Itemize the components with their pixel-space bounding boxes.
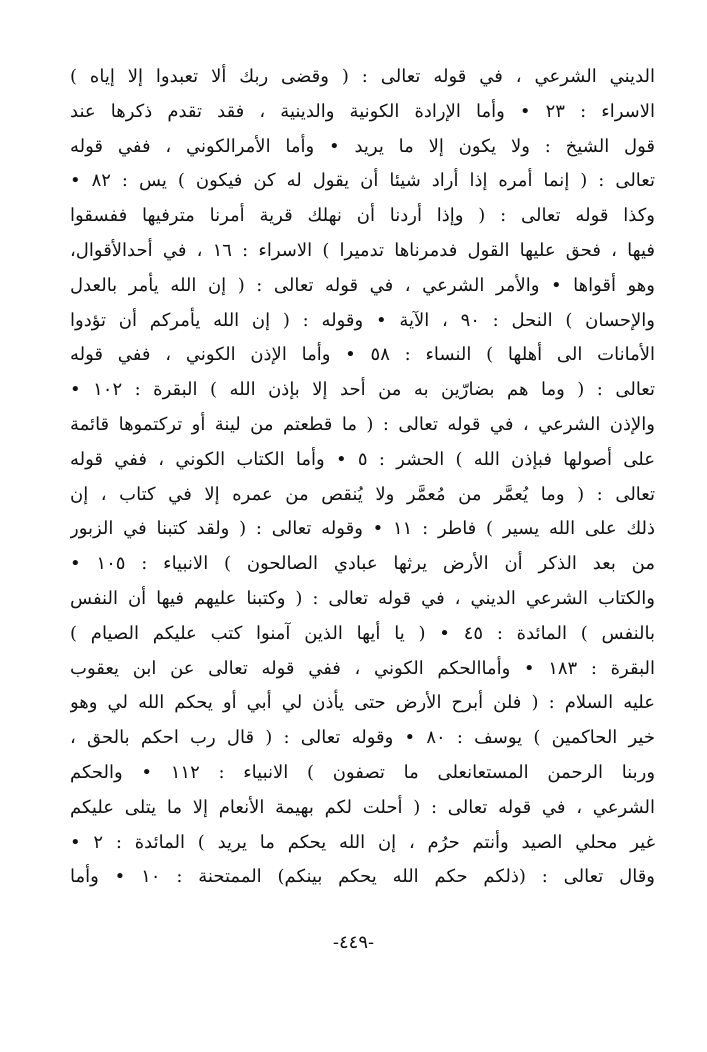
text-line: عليه السلام : ( فلن أبرح الأرض حتى يأذن لي أبي أو يحكم الله لي وهو xyxy=(70,692,655,714)
text-line: وهو أقواها • والأمر الشرعي ، في قوله تعالى : ( إن الله يأمر بالعدل xyxy=(70,274,655,296)
text-line: فيها ، فحق عليها القول فدمرناها تدميرا ) الاسراء : ١٦ ، في أحدالأقوال، xyxy=(70,239,655,261)
text-line: والإحسان ) النحل : ٩٠ ، الآية • وقوله : ( إن الله يأمركم أن تؤدوا xyxy=(70,309,655,331)
text-line: تعالى : ( وما يُعمَّر من مُعمَّر ولا يُنقص من عمره إلا في كتاب ، إن xyxy=(70,483,655,505)
text-line: الاسراء : ٢٣ • وأما الإرادة الكونية والدينية ، فقد تقدم ذكرها عند xyxy=(70,100,655,122)
text-line: تعالى : ( وما هم بضارّين به من أحد إلا بإذن الله ) البقرة : ١٠٢ • xyxy=(70,379,655,401)
text-line: البقرة : ١٨٣ • وأماالحكم الكوني ، ففي قوله تعالى عن ابن يعقوب xyxy=(70,657,655,679)
text-line: خير الحاكمين ) يوسف : ٨٠ • وقوله تعالى : ( قال رب احكم بالحق ، xyxy=(70,727,655,749)
text-line: وربنا الرحمن المستعانعلى ما تصفون ) الانبياء : ١١٢ • والحكم xyxy=(70,761,655,783)
text-line: غير محلي الصيد وأنتم حرُم ، إن الله يحكم ما يريد ) المائدة : ٢ • xyxy=(70,831,655,853)
text-line: الأمانات الى أهلها ) النساء : ٥٨ • وأما الإذن الكوني ، ففي قوله xyxy=(70,344,655,366)
text-line: وقال تعالى : (ذلكم حكم الله يحكم بينكم) الممتحنة : ١٠ • وأما xyxy=(70,866,655,888)
text-line: الشرعي ، في قوله تعالى : ( أحلت لكم بهيمة الأنعام إلا ما يتلى عليكم xyxy=(70,796,655,818)
text-line: تعالى : ( إنما أمره إذا أراد شيئا أن يقول له كن فيكون ) يس : ٨٢ • xyxy=(70,170,655,192)
text-line: ذلك على الله يسير ) فاطر : ١١ • وقوله تعالى : ( ولقد كتبنا في الزبور xyxy=(70,518,655,540)
text-line: على أصولها فبإذن الله ) الحشر : ٥ • وأما الكتاب الكوني ، ففي قوله xyxy=(70,448,655,470)
text-line: وكذا قوله تعالى : ( وإذا أردنا أن نهلك قرية أمرنا مترفيها ففسقوا xyxy=(70,205,655,227)
body-text xyxy=(70,60,655,895)
page-number: -٤٤٩- xyxy=(332,932,375,953)
text-line: بالنفس ) المائدة : ٤٥ • ( يا أيها الذين آمنوا كتب عليكم الصيام ) xyxy=(70,622,655,644)
text-line: قول الشيخ : ولا يكون إلا ما يريد • وأما الأمرالكوني ، ففي قوله xyxy=(70,135,655,157)
text-line: من بعد الذكر أن الأرض يرثها عبادي الصالحون ) الانبياء : ١٠٥ • xyxy=(70,553,655,575)
text-line: الديني الشرعي ، في قوله تعالى : ( وقضى ربك ألا تعبدوا إلا إياه ) xyxy=(70,66,655,87)
text-line: والإذن الشرعي ، في قوله تعالى : ( ما قطعتم من لينة أو تركتموها قائمة xyxy=(70,413,655,435)
text-line: والكتاب الشرعي الديني ، في قوله تعالى : ( وكتبنا عليهم فيها أن النفس xyxy=(70,587,655,609)
